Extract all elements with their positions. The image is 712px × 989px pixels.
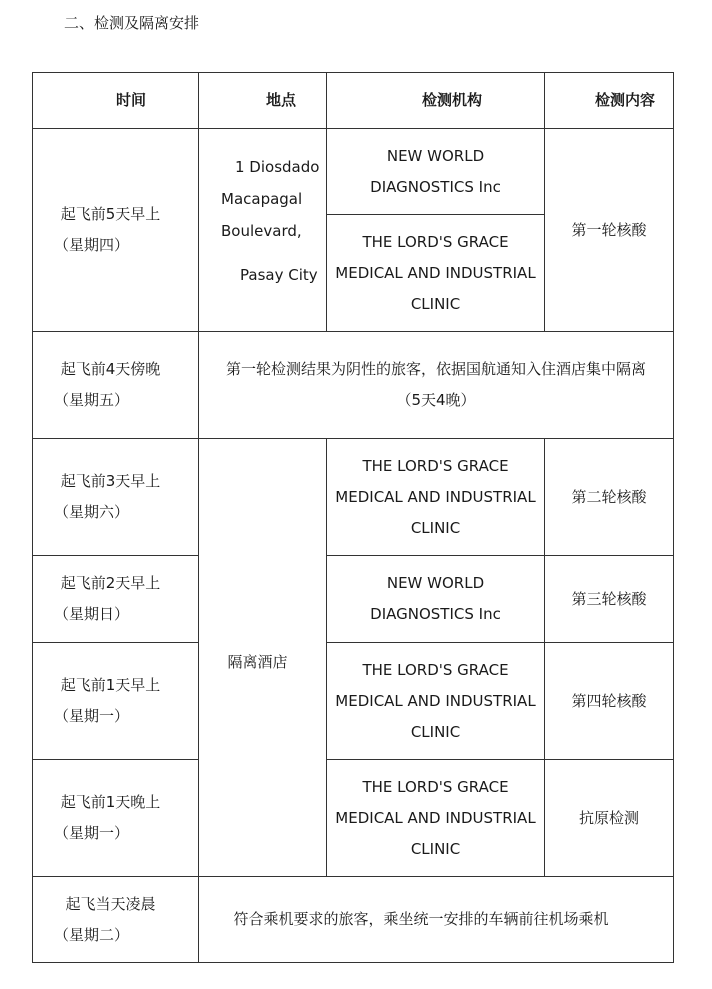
content-cell: 第四轮核酸 [545, 643, 674, 760]
institution-cell [327, 129, 545, 215]
table-row [33, 760, 674, 877]
place-line: Pasay City [240, 266, 318, 284]
section-heading: 二、检测及隔离安排 [64, 14, 200, 32]
weekday-line: （星期日） [53, 605, 129, 623]
time-cell [33, 129, 199, 332]
weekday-line: （星期四） [53, 236, 129, 254]
institution-line: THE LORD'S GRACE [362, 456, 509, 475]
institution-cell [327, 556, 545, 643]
weekday-line: （星期五） [53, 391, 129, 409]
weekday-line: （星期六） [53, 503, 129, 521]
note-line: （5天4晚） [396, 391, 476, 409]
institution-line: THE LORD'S GRACE [362, 660, 509, 679]
institution-line: MEDICAL AND INDUSTRIAL [335, 691, 536, 710]
time-line: 起飞前1天早上 [60, 676, 161, 694]
institution-cell [327, 643, 545, 760]
time-cell [33, 760, 199, 877]
institution-line: MEDICAL AND INDUSTRIAL [335, 263, 536, 282]
place-cell [199, 129, 327, 332]
table-row [33, 556, 674, 643]
schedule-table [32, 72, 674, 963]
place-line: 1 Diosdado [235, 158, 320, 176]
institution-line: NEW WORLD [386, 146, 485, 165]
time-cell [33, 877, 199, 963]
place-line: Boulevard, [221, 222, 302, 240]
header-time: 时间 [33, 73, 199, 129]
time-line: 起飞前5天早上 [60, 205, 161, 223]
time-cell [33, 439, 199, 556]
table-row [33, 129, 674, 215]
time-cell [33, 332, 199, 439]
time-cell [33, 556, 199, 643]
time-cell [33, 643, 199, 760]
time-line: 起飞前3天早上 [60, 472, 161, 490]
institution-cell [327, 439, 545, 556]
content-cell: 第一轮核酸 [545, 129, 674, 332]
header-institution: 检测机构 [327, 73, 545, 129]
table-row [33, 439, 674, 556]
institution-cell [327, 760, 545, 877]
departure-note-cell: 符合乘机要求的旅客，乘坐统一安排的车辆前往机场乘机 [199, 877, 674, 963]
quarantine-note-cell [199, 332, 674, 439]
institution-line: NEW WORLD [386, 574, 485, 592]
institution-cell [327, 215, 545, 332]
header-place: 地点 [199, 73, 327, 129]
note-line: 第一轮检测结果为阴性的旅客，依据国航通知入住酒店集中隔离 [225, 360, 646, 378]
institution-line: CLINIC [410, 722, 461, 741]
table-header-row [33, 73, 674, 129]
institution-line: THE LORD'S GRACE [362, 777, 509, 796]
content-cell: 第三轮核酸 [545, 556, 674, 643]
time-line: 起飞前2天早上 [60, 574, 161, 592]
institution-line: CLINIC [410, 518, 461, 537]
time-line: 起飞前1天晚上 [60, 793, 161, 811]
hotel-cell: 隔离酒店 [199, 439, 327, 877]
header-content: 检测内容 [545, 73, 674, 129]
place-line: Macapagal [221, 190, 303, 208]
institution-line: MEDICAL AND INDUSTRIAL [335, 808, 536, 827]
content-cell: 抗原检测 [545, 760, 674, 877]
content-cell: 第二轮核酸 [545, 439, 674, 556]
weekday-line: （星期二） [53, 925, 129, 944]
table-row [33, 877, 674, 963]
weekday-line: （星期一） [53, 824, 129, 842]
institution-line: CLINIC [410, 839, 461, 858]
institution-line: THE LORD'S GRACE [362, 232, 509, 251]
institution-line: CLINIC [410, 294, 461, 313]
institution-line: MEDICAL AND INDUSTRIAL [335, 487, 536, 506]
institution-line: DIAGNOSTICS Inc [370, 605, 501, 623]
time-line: 起飞当天凌晨 [65, 894, 156, 913]
table-row [33, 332, 674, 439]
table-row [33, 643, 674, 760]
time-line: 起飞前4天傍晚 [60, 360, 161, 378]
institution-line: DIAGNOSTICS Inc [370, 177, 501, 196]
weekday-line: （星期一） [53, 707, 129, 725]
